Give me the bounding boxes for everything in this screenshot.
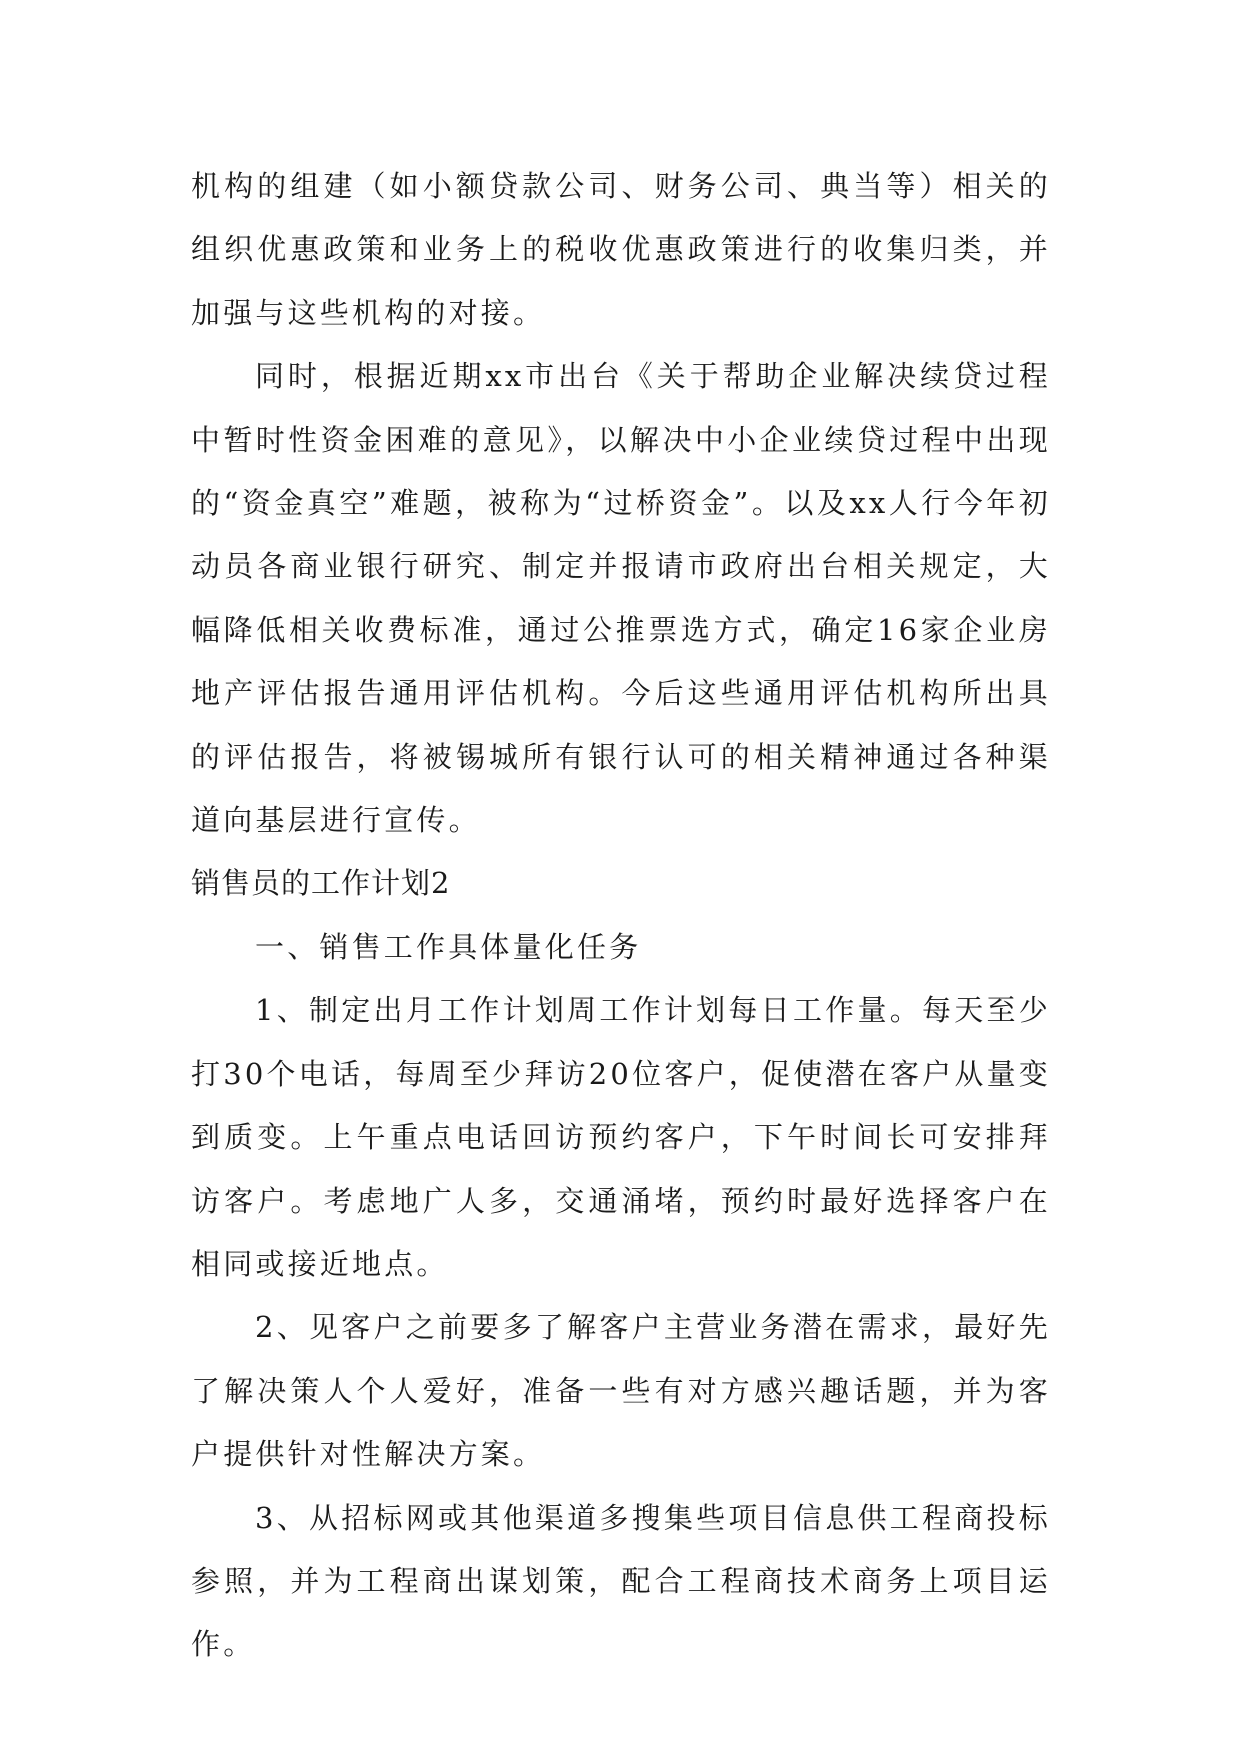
- section-heading: 销售员的工作计划2: [191, 866, 451, 901]
- list-item-3: 3、从招标网或其他渠道多搜集些项目信息供工程商投标参照，并为工程商出谋划策，配合工程商技术商务上项目运作。: [191, 1500, 1051, 1662]
- subsection-heading: 一、销售工作具体量化任务: [255, 929, 642, 964]
- paragraph-policy: 同时，根据近期xx市出台《关于帮助企业解决续贷过程中暂时性资金困难的意见》，以解决中小企业续贷过程中出现的“资金真空”难题，被称为“过桥资金”。以及xx人行今年初动员各商业银行研究、制定并报请市政府出台相关规定，大幅降低相关收费标准，通过公推票选方式，确定16家企业房地产评估报告通用评估机构。今后这些通用评估机构所出具的评估报告，将被锡城所有银行认可的相关精神通过各种渠道向基层进行宣传。: [191, 359, 1051, 838]
- paragraph-continued: 机构的组建（如小额贷款公司、财务公司、典当等）相关的组织优惠政策和业务上的税收优惠政策进行的收集归类，并加强与这些机构的对接。: [191, 169, 1051, 330]
- list-item-2: 2、见客户之前要多了解客户主营业务潜在需求，最好先了解决策人个人爱好，准备一些有对方感兴趣话题，并为客户提供针对性解决方案。: [191, 1310, 1051, 1472]
- list-item-1: 1、制定出月工作计划周工作计划每日工作量。每天至少打30个电话，每周至少拜访20位客户，促使潜在客户从量变到质变。上午重点电话回访预约客户，下午时间长可安排拜访客户。考虑地广人多，交通涌堵，预约时最好选择客户在相同或接近地点。: [191, 993, 1051, 1281]
- document-body: [191, 155, 1051, 1677]
